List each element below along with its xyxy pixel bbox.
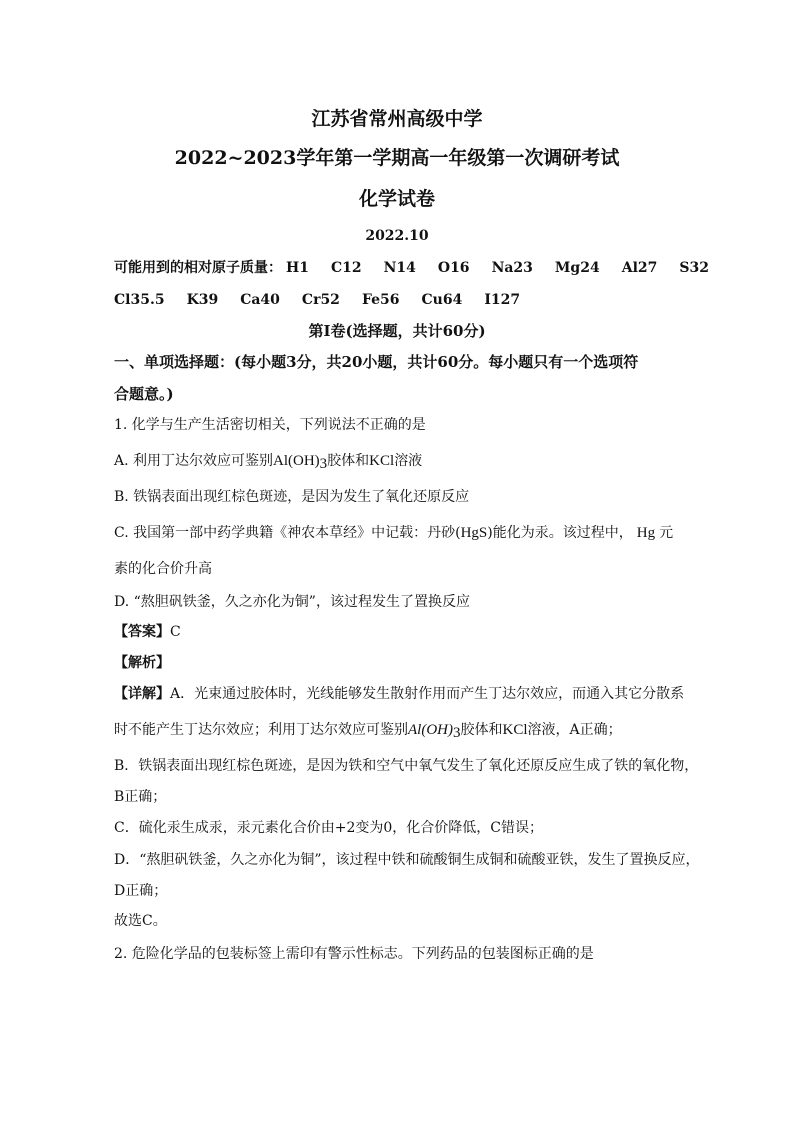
kcl-formula: KCl (502, 722, 528, 738)
q1-option-c-text: C. 我国第一部中药学典籍《神农本草经》中记载：丹砂( (114, 525, 461, 541)
q1-option-b: B. 铁锅表面出现红棕色斑迹，是因为发生了氧化还原反应 (114, 489, 470, 505)
conclusion: 故选C。 (114, 913, 167, 929)
q1-option-a-text: 溶液 (394, 453, 423, 469)
q1-stem: 1. 化学与生产生活密切相关，下列说法不正确的是 (114, 417, 426, 433)
mass-item: Fe56 (361, 292, 400, 308)
detail-text: 溶液，A正确； (527, 722, 622, 738)
section-title: 第I卷(选择题，共计60分) (308, 322, 486, 340)
q1-option-d: D. “熬胆矾铁釜，久之亦化为铜”，该过程发生了置换反应 (114, 594, 470, 610)
mass-item: N14 (383, 260, 416, 276)
mass-item: O16 (437, 260, 470, 276)
mass-item: Cu64 (421, 292, 463, 308)
mass-item: Cr52 (301, 292, 340, 308)
hgs-formula: HgS (460, 525, 488, 541)
mass-item: Mg24 (554, 260, 600, 276)
answer-label: 【答案】 (114, 624, 170, 640)
q1-option-a-text: A. 利用丁达尔效应可鉴别 (114, 453, 274, 469)
mass-item: C12 (330, 260, 362, 276)
analysis-label: 【解析】 (114, 655, 170, 671)
detail-a-line-1 (114, 684, 684, 704)
q1-option-c (114, 523, 673, 543)
hg-symbol: Hg (636, 525, 656, 541)
q1-option-c-text: 元 (659, 525, 674, 541)
exam-title: 2022~2023学年第一学期高一年级第一次调研考试 (174, 147, 620, 169)
mass-item: Al27 (621, 260, 658, 276)
detail-d-line-2: D正确； (114, 883, 168, 899)
detail-label: 【详解】 (114, 686, 170, 702)
detail-text: 胶体和 (460, 722, 503, 738)
aluminium-hydroxide-formula: Al(OH) (273, 453, 320, 469)
mass-item: Ca40 (240, 292, 280, 308)
mass-item: S32 (679, 260, 709, 276)
mass-item: I127 (484, 292, 521, 308)
formula-subscript: 3 (453, 725, 461, 741)
subject-title: 化学试卷 (358, 188, 435, 210)
mass-item: H1 (286, 260, 309, 276)
atomic-masses-line-2 (114, 290, 542, 310)
detail-text: A．光束通过胶体时，光线能够发生散射作用而产生丁达尔效应，而通入其它分散系 (170, 686, 685, 702)
mass-item: Cl35.5 (114, 292, 165, 308)
q2-stem: 2. 危险化学品的包装标签上需印有警示性标志。下列药品的包装图标正确的是 (114, 946, 594, 962)
answer-value: C (170, 624, 181, 640)
formula-subscript: 3 (319, 456, 328, 472)
atomic-masses-line-1 (114, 258, 731, 278)
q1-option-a (114, 451, 422, 474)
q1-option-a-text: 胶体和 (327, 453, 370, 469)
exam-date: 2022.10 (365, 228, 429, 244)
mass-item: K39 (186, 292, 219, 308)
part-instructions-line-1: 一、单项选择题：(每小题3分，共20小题，共计60分。每小题只有一个选项符 (114, 353, 639, 371)
part-instructions-line-2: 合题意。) (114, 385, 174, 403)
q1-answer (114, 622, 181, 642)
q1-option-c-text: )能化为汞。该过程中， (487, 525, 633, 541)
q1-option-c-line-2: 素的化合价升高 (114, 561, 212, 577)
mass-item: Na23 (491, 260, 533, 276)
detail-text: 时不能产生丁达尔效应；利用丁达尔效应可鉴别 (114, 722, 408, 738)
atomic-masses-label: 可能用到的相对原子质量： (114, 260, 282, 276)
detail-b-line-2: B正确； (114, 789, 167, 805)
school-title: 江苏省常州高级中学 (311, 108, 483, 130)
detail-c: C．硫化汞生成汞，汞元素化合价由+2变为0，化合价降低，C错误； (114, 820, 543, 836)
detail-b-line-1: B．铁锅表面出现红棕色斑迹，是因为铁和空气中氧气发生了氧化还原反应生成了铁的氧化物， (114, 758, 699, 774)
kcl-formula: KCl (369, 453, 395, 469)
aluminium-hydroxide-formula: Al(OH) (408, 722, 453, 738)
detail-d-line-1: D．“熬胆矾铁釜，久之亦化为铜”，该过程中铁和硫酸铜生成铜和硫酸亚铁，发生了置换反应， (114, 852, 700, 868)
detail-a-line-2 (114, 720, 622, 743)
